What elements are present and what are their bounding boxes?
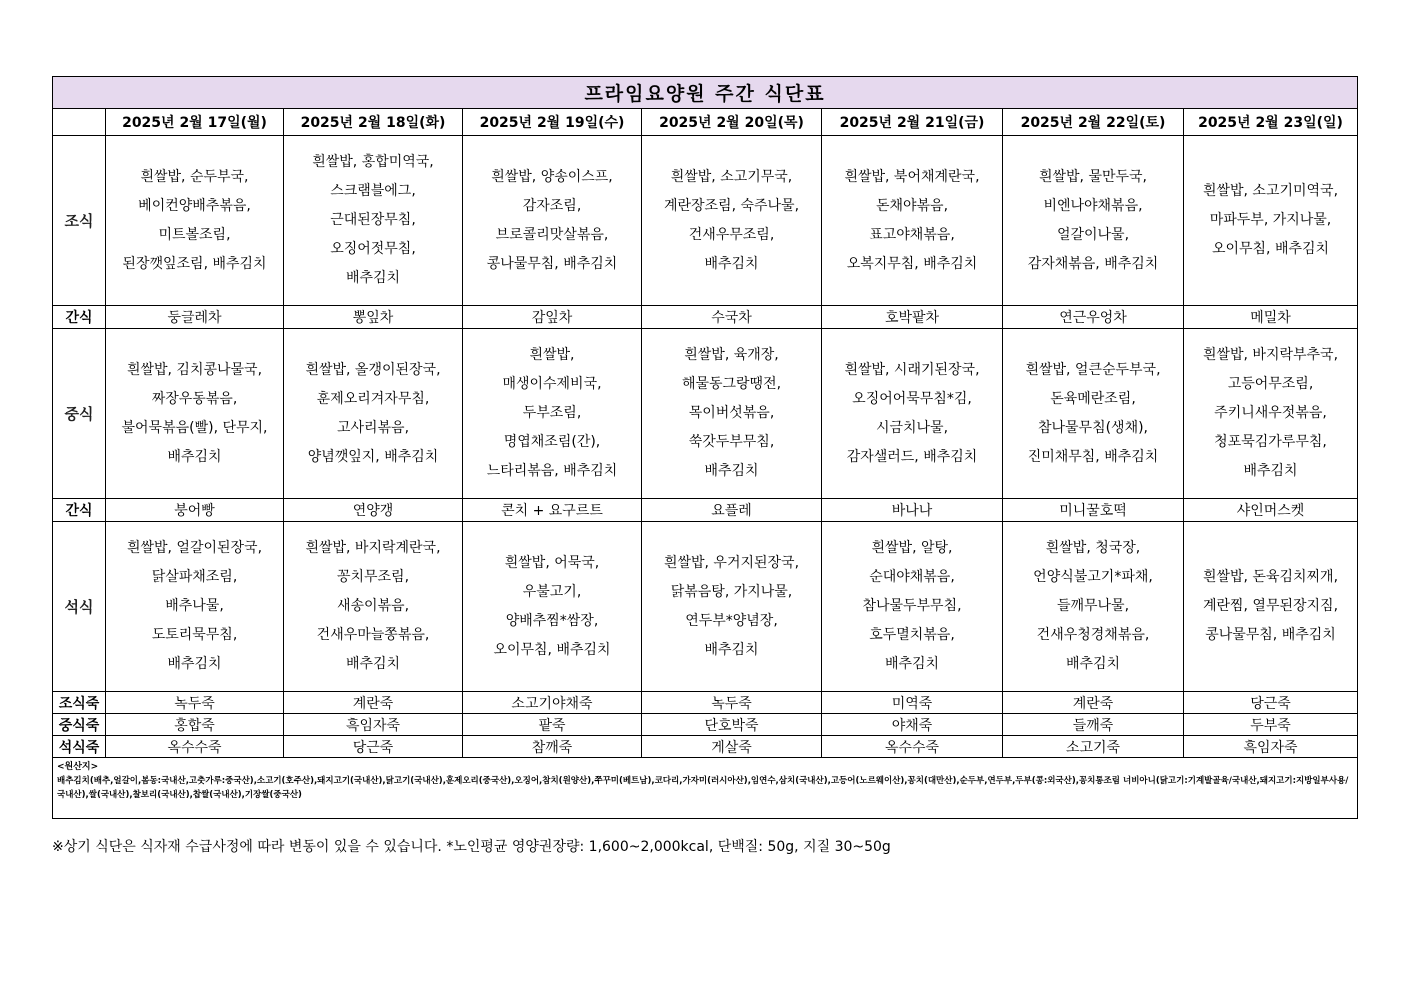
menu-item-line: 돈채야볶음, (875, 197, 949, 214)
porridge-dinner-cell: 게살죽 (642, 736, 822, 758)
menu-item-line: 목이버섯볶음, (688, 405, 775, 421)
snack1-cell: 연근우엉차 (1003, 306, 1184, 329)
snack2-cell: 미니꿀호떡 (1003, 499, 1184, 522)
dinner-cell (1184, 522, 1358, 692)
menu-item-line: 오이무침, 배추김치 (1211, 241, 1330, 257)
date-header: 2025년 2월 22일(토) (1003, 109, 1184, 136)
porridge-breakfast-cell: 녹두죽 (642, 692, 822, 714)
porridge-dinner-row (53, 736, 1358, 758)
menu-item-line: 근대된장무침, (330, 212, 416, 228)
date-header: 2025년 2월 20일(목) (642, 109, 822, 136)
lunch-cell (284, 329, 463, 499)
porridge-lunch-cell: 들깨죽 (1003, 714, 1184, 736)
porridge-lunch-cell: 홍합죽 (106, 714, 284, 736)
dinner-label: 석식 (53, 522, 106, 692)
lunch-cell (463, 329, 642, 499)
menu-item-line: 고등어무조림, (1227, 376, 1314, 392)
porridge-dinner-cell: 옥수수죽 (106, 736, 284, 758)
menu-item-line: 오이무침, 배추김치 (493, 641, 611, 658)
menu-item-line: 우불고기, (522, 583, 582, 600)
menu-item-line: 배추김치 (1243, 463, 1298, 479)
menu-item-line: 흰쌀밥, 순두부국, (140, 168, 249, 185)
menu-item-line: 양배추찜*쌈장, (505, 612, 599, 629)
menu-item-line: 청포묵김가루무침, (1214, 434, 1327, 450)
dinner-cell (463, 522, 642, 692)
lunch-cell (1003, 329, 1184, 499)
menu-item-line: 흰쌀밥, 알탕, (871, 540, 953, 556)
menu-item-line: 감자조림, (522, 197, 582, 214)
dinner-cell (822, 522, 1003, 692)
menu-item-line: 배추김치 (884, 656, 940, 672)
menu-item-line: 도토리묵무침, (151, 627, 238, 643)
porridge-breakfast-cell: 미역죽 (822, 692, 1003, 714)
breakfast-cell (1184, 136, 1358, 306)
menu-item-line: 쑥갓두부무침, (688, 434, 775, 450)
porridge-lunch-label: 중식죽 (53, 714, 106, 736)
menu-item-line: 주키니새우젓볶음, (1214, 405, 1327, 421)
date-header: 2025년 2월 21일(금) (822, 109, 1003, 136)
porridge-breakfast-row (53, 692, 1358, 714)
menu-item-line: 배추나물, (165, 598, 224, 614)
menu-item-line: 호두멸치볶음, (869, 627, 955, 643)
menu-item-line: 흰쌀밥, 바지락계란국, (305, 540, 441, 556)
menu-item-line: 감자채볶음, 배추김치 (1027, 255, 1159, 272)
lunch-cell (642, 329, 822, 499)
origin-text: 배추김치(배추,얼갈이,봄동:국내산,고춧가루:중국산),소고기(호주산),돼지고기(국내산),닭고기(국내산),훈제오리(중국산),오징어,참치(원양산),쭈꾸미(베트남),코다리,가자미(러시아산),임연수,삼치(국내산),고등어(노르웨이산),꽁치(대만산),순두부,연두부,두부(콩:외국산),꽁치통조림 너비아니(닭고기:기계발골육/국내산,돼지고기:지방일부사용/국내산),쌀(국내산),찰보리(국내산),찹쌀(국내산),기장쌀(중국산) (57, 776, 1349, 800)
snack2-cell: 바나나 (822, 499, 1003, 522)
menu-item-line: 건새우무조림, (688, 226, 775, 243)
porridge-dinner-cell: 참깨죽 (463, 736, 642, 758)
lunch-cell (106, 329, 284, 499)
porridge-dinner-cell: 당근죽 (284, 736, 463, 758)
dinner-row (53, 522, 1358, 692)
menu-item-line: 계란장조림, 숙주나물, (663, 197, 800, 214)
porridge-breakfast-cell: 녹두죽 (106, 692, 284, 714)
breakfast-label: 조식 (53, 136, 106, 306)
date-header: 2025년 2월 18일(화) (284, 109, 463, 136)
origin-cell (53, 758, 1358, 819)
menu-item-line: 흰쌀밥, 얼갈이된장국, (126, 540, 263, 556)
breakfast-cell (642, 136, 822, 306)
menu-item-line: 참나물두부무침, (862, 598, 962, 614)
breakfast-cell (1003, 136, 1184, 306)
date-header-row (53, 109, 1358, 136)
breakfast-cell (463, 136, 642, 306)
menu-item-line: 콩나물무침, 배추김치 (1205, 627, 1336, 643)
menu-item-line: 두부조림, (522, 405, 582, 421)
menu-item-line: 오징어젓무침, (330, 241, 416, 257)
menu-item-line: 양념깻잎지, 배추김치 (307, 448, 439, 465)
porridge-lunch-cell: 단호박죽 (642, 714, 822, 736)
menu-item-line: 느타리볶음, 배추김치 (486, 463, 618, 479)
snack1-row (53, 306, 1358, 329)
lunch-row (53, 329, 1358, 499)
snack2-cell: 연양갱 (284, 499, 463, 522)
menu-item-line: 흰쌀밥, 우거지된장국, (663, 554, 800, 571)
origin-row (53, 758, 1358, 819)
menu-item-line: 흰쌀밥, 얼큰순두부국, (1025, 361, 1161, 378)
porridge-breakfast-cell: 계란죽 (1003, 692, 1184, 714)
menu-item-line: 흰쌀밥, 소고기미역국, (1202, 183, 1339, 199)
snack1-cell: 메밀차 (1184, 306, 1358, 329)
menu-item-line: 닭살파채조림, (151, 569, 238, 585)
menu-item-line: 베이컨양배추볶음, (138, 197, 251, 214)
menu-item-line: 배추김치 (704, 641, 759, 658)
menu-item-line: 스크램블에그, (330, 183, 416, 199)
corner-cell (53, 109, 106, 136)
menu-item-line: 된장깻잎조림, 배추김치 (122, 255, 267, 272)
menu-item-line: 흰쌀밥, 육개장, (684, 347, 779, 363)
menu-item-line: 흰쌀밥, 북어채계란국, (844, 168, 980, 185)
menu-item-line: 진미채무침, 배추김치 (1027, 448, 1159, 465)
menu-item-line: 짜장우동볶음, (151, 390, 238, 407)
menu-item-line: 매생이수제비국, (502, 376, 602, 392)
menu-item-line: 고사리볶음, (336, 419, 410, 436)
menu-item-line: 훈제오리겨자무침, (316, 390, 430, 407)
menu-item-line: 흰쌀밥, 청국장, (1045, 540, 1141, 556)
porridge-lunch-cell: 팥죽 (463, 714, 642, 736)
date-header: 2025년 2월 19일(수) (463, 109, 642, 136)
menu-item-line: 흰쌀밥, 시래기된장국, (844, 361, 980, 378)
breakfast-cell (822, 136, 1003, 306)
menu-item-line: 명엽채조림(간), (503, 434, 601, 450)
snack2-cell: 콘치 + 요구르트 (463, 499, 642, 522)
menu-item-line: 감자샐러드, 배추김치 (846, 448, 978, 465)
porridge-dinner-cell: 소고기죽 (1003, 736, 1184, 758)
snack2-cell: 붕어빵 (106, 499, 284, 522)
lunch-cell (822, 329, 1003, 499)
snack1-cell: 감잎차 (463, 306, 642, 329)
menu-item-line: 표고야채볶음, (869, 226, 955, 243)
menu-item-line: 얼갈이나물, (1056, 226, 1130, 243)
menu-item-line: 흰쌀밥, (529, 347, 575, 363)
porridge-breakfast-cell: 계란죽 (284, 692, 463, 714)
porridge-breakfast-cell: 소고기야채죽 (463, 692, 642, 714)
menu-item-line: 들깨무나물, (1056, 598, 1130, 614)
menu-item-line: 배추김치 (1065, 656, 1121, 672)
dinner-cell (106, 522, 284, 692)
snack1-cell: 둥글레차 (106, 306, 284, 329)
menu-item-line: 건새우청경채볶음, (1036, 627, 1150, 643)
menu-item-line: 흰쌀밥, 바지락부추국, (1202, 347, 1339, 363)
menu-item-line: 불어묵볶음(빨), 단무지, (121, 419, 268, 436)
menu-item-line: 배추김치 (704, 255, 759, 272)
porridge-dinner-cell: 옥수수죽 (822, 736, 1003, 758)
porridge-lunch-row (53, 714, 1358, 736)
breakfast-cell (284, 136, 463, 306)
snack1-cell: 수국차 (642, 306, 822, 329)
snack1-label: 간식 (53, 306, 106, 329)
date-header: 2025년 2월 23일(일) (1184, 109, 1358, 136)
menu-item-line: 흰쌀밥, 홍합미역국, (312, 154, 434, 170)
menu-item-line: 흰쌀밥, 돈육김치찌개, (1202, 569, 1339, 585)
menu-item-line: 미트볼조림, (158, 226, 231, 243)
menu-item-line: 해물동그랑땡전, (681, 376, 782, 392)
porridge-lunch-cell: 두부죽 (1184, 714, 1358, 736)
dinner-cell (1003, 522, 1184, 692)
porridge-breakfast-label: 조식죽 (53, 692, 106, 714)
origin-title: <원산지> (57, 762, 99, 772)
porridge-lunch-cell: 야채죽 (822, 714, 1003, 736)
menu-item-line: 브로콜리맛살볶음, (495, 226, 609, 243)
menu-item-line: 돈육메란조림, (1050, 390, 1136, 407)
porridge-lunch-cell: 흑임자죽 (284, 714, 463, 736)
menu-item-line: 계란찜, 열무된장지짐, (1202, 598, 1339, 614)
snack1-cell: 호박팥차 (822, 306, 1003, 329)
breakfast-cell (106, 136, 284, 306)
menu-item-line: 콩나물무침, 배추김치 (486, 255, 618, 272)
dinner-cell (642, 522, 822, 692)
menu-item-line: 마파두부, 가지나물, (1209, 212, 1332, 228)
snack2-cell: 샤인머스켓 (1184, 499, 1358, 522)
date-header: 2025년 2월 17일(월) (106, 109, 284, 136)
menu-item-line: 닭볶음탕, 가지나물, (670, 583, 793, 600)
menu-item-line: 흰쌀밥, 양송이스프, (491, 168, 613, 185)
porridge-breakfast-cell: 당근죽 (1184, 692, 1358, 714)
dinner-cell (284, 522, 463, 692)
menu-item-line: 새송이볶음, (336, 598, 410, 614)
menu-item-line: 흰쌀밥, 김치콩나물국, (126, 361, 263, 378)
menu-item-line: 언양식불고기*파채, (1033, 569, 1153, 585)
menu-item-line: 배추김치 (167, 448, 222, 465)
menu-item-line: 오징어어묵무침*김, (852, 390, 972, 407)
menu-item-line: 연두부*양념장, (685, 612, 778, 629)
menu-item-line: 꽁치무조림, (336, 569, 410, 585)
lunch-label: 중식 (53, 329, 106, 499)
snack2-label: 간식 (53, 499, 106, 522)
snack2-row (53, 499, 1358, 522)
menu-title: 프라임요양원 주간 식단표 (53, 77, 1358, 109)
breakfast-row (53, 136, 1358, 306)
snack2-cell: 요플레 (642, 499, 822, 522)
menu-item-line: 시금치나물, (875, 419, 949, 436)
menu-item-line: 배추김치 (345, 656, 401, 672)
menu-item-line: 배추김치 (345, 270, 401, 286)
menu-item-line: 배추김치 (704, 463, 759, 479)
footnote: ※상기 식단은 식자재 수급사정에 따라 변동이 있을 수 있습니다. *노인평균 영양권장량: 1,600~2,000kcal, 단백질: 50g, 지질 30~50g (52, 839, 891, 855)
menu-item-line: 오복지무침, 배추김치 (846, 255, 978, 272)
menu-item-line: 배추김치 (167, 656, 222, 672)
menu-item-line: 흰쌀밥, 올갱이된장국, (305, 361, 441, 378)
porridge-dinner-label: 석식죽 (53, 736, 106, 758)
porridge-dinner-cell: 흑임자죽 (1184, 736, 1358, 758)
menu-item-line: 참나물무침(생채), (1037, 419, 1149, 436)
snack1-cell: 뽕잎차 (284, 306, 463, 329)
menu-item-line: 흰쌀밥, 소고기무국, (670, 168, 793, 185)
lunch-cell (1184, 329, 1358, 499)
menu-item-line: 비엔나야채볶음, (1043, 197, 1143, 214)
weekly-menu-table (52, 76, 1358, 819)
menu-item-line: 건새우마늘쫑볶음, (316, 627, 430, 643)
menu-item-line: 흰쌀밥, 어묵국, (504, 554, 600, 571)
menu-item-line: 흰쌀밥, 물만두국, (1038, 168, 1148, 185)
menu-item-line: 순대야채볶음, (869, 569, 955, 585)
